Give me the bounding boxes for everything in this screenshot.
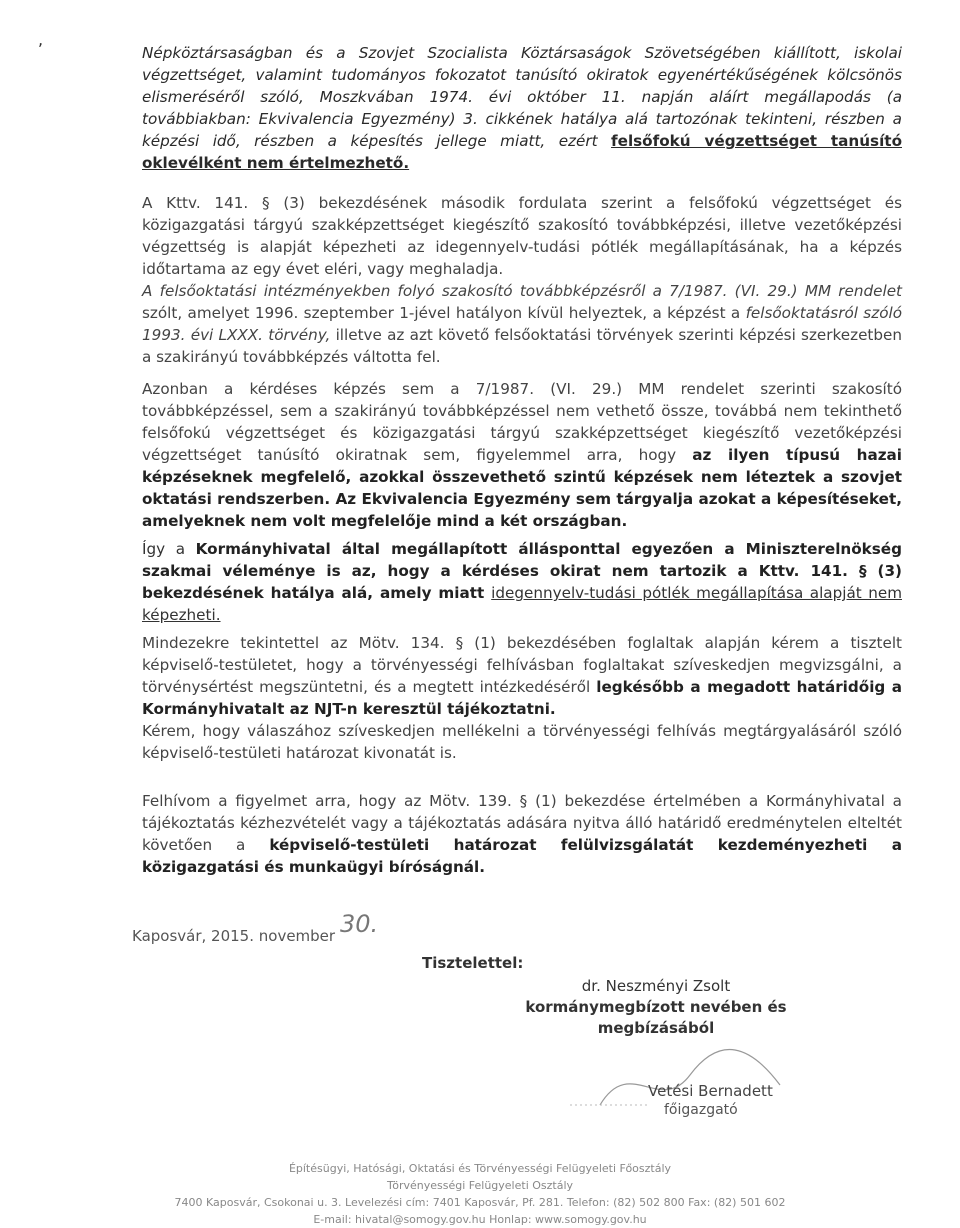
footer-line-2: Törvényességi Felügyeleti Osztály xyxy=(386,1179,574,1192)
signer-name: dr. Neszményi Zsolt xyxy=(581,977,731,995)
paragraph-kttv xyxy=(142,192,902,368)
footer-line-1: Építésügyi, Hatósági, Oktatási és Törvényességi Felügyeleti Főosztály xyxy=(288,1162,672,1175)
p3-bold: az ilyen típusú hazai képzéseknek megfelelő, azokkal összevethető szintű képzések nem léteztek a szovjet oktatási rendszerben. Az Ekvivalencia Egyezmény sem tárgyalja azokat a képesítéseket, amelyeknek nem volt megfelelője mind a két országban. xyxy=(142,446,903,530)
footer-line-3: 7400 Kaposvár, Csokonai u. 3. Levelezési cím: 7401 Kaposvár, Pf. 281. Telefon: (82) 502 800 Fax: (82) 501 602 xyxy=(174,1196,786,1209)
p4-underlined: idegennyelv-tudási pótlék megállapítása alapját nem képezheti. xyxy=(142,584,902,624)
p2-italic-1: A felsőoktatási intézményekben folyó szakosító továbbképzésről a 7/1987. (VI. 29.) MM rendelet xyxy=(142,282,902,300)
signer-role: kormánymegbízott nevében és megbízásából xyxy=(525,998,787,1037)
p1-text: Népköztársaságban és a Szovjet Szocialista Köztársaságok Szövetségében kiállított, iskolai végzettséget, valamint tudományos fokozatot tanúsító okiratok egyenértékűségének kölcsönös elismeréséről szóló, Moszkvában 1974. évi október 11. napján aláírt megállapodás (a továbbiakban: Ekvivalencia Egyezmény) 3. cikkének hatálya alá tartozónak tekinteni, részben a képzési idő, részben a képesítés jellege miatt, ezért xyxy=(142,44,902,150)
p1-underlined: felsőfokú végzettséget tanúsító oklevélként nem értelmezhető. xyxy=(142,132,902,172)
paragraph-comparison xyxy=(142,378,902,532)
p4-bold: Kormányhivatal által megállapított állásponttal egyezően a Miniszterelnökség szakmai véleménye is az, hogy a kérdéses okirat nem tartozik a Kttv. 141. § (3) bekezdésének hatálya alá, amely miatt xyxy=(142,540,902,602)
p4-text: Így a xyxy=(142,540,196,558)
p5-bold: legkésőbb a megadott határidőig a Kormányhivatalt az NJT-n keresztül tájékoztatni. xyxy=(142,678,902,718)
p6-bold: képviselő-testületi határozat felülvizsgálatát kezdeményezheti a közigazgatási és munkaügyi bíróságnál. xyxy=(142,836,902,876)
corner-mark: , xyxy=(38,30,44,49)
p2-text-b1: szólt, amelyet 1996. szeptember 1-jével hatályon kívül helyeztek, a képzést a xyxy=(142,304,746,322)
p2-text-b2: illetve az azt követő felsőoktatási törvények szerinti képzési szerkezetben a szakirányú továbbképzés váltotta fel. xyxy=(142,326,902,366)
delegate-name: Vetési Bernadett xyxy=(648,1082,773,1100)
date-line: Kaposvár, 2015. november xyxy=(132,927,336,945)
footer-line-4: E-mail: hivatal@somogy.gov.hu Honlap: www.somogy.gov.hu xyxy=(313,1213,647,1226)
greeting: Tisztelettel: xyxy=(422,954,524,972)
footer xyxy=(0,1160,960,1228)
p2-text-a: A Kttv. 141. § (3) bekezdésének második fordulata szerint a felsőfokú végzettséget és közigazgatási tárgyú szakképzettséget kiegészítő szakosító továbbképzési, illetve vezetőképzési végzettség is alapját képezheti az idegennyelv-tudási pótlék megállapításának, ha a képzés időtartama az egy évet eléri, vagy meghaladja. xyxy=(142,194,902,278)
p5-text: Mindezekre tekintettel az Mötv. 134. § (1) bekezdésében foglaltak alapján kérem a tisztelt képviselő-testületet, hogy a törvényességi felhívásban foglaltakat szíveskedjen megvizsgálni, a törvénysértést megszüntetni, és a megtett intézkedéséről xyxy=(142,634,902,696)
paragraph-agreement xyxy=(142,42,902,174)
paragraph-ministry-opinion xyxy=(142,538,902,626)
delegate-title: főigazgató xyxy=(664,1102,738,1118)
p2-italic-2: felsőoktatásról szóló 1993. évi LXXX. törvény, xyxy=(142,304,902,344)
paragraph-notice xyxy=(142,790,902,878)
paragraph-request xyxy=(142,632,902,764)
p5-text-2: Kérem, hogy válaszához szíveskedjen mellékelni a törvényességi felhívás megtárgyalásáról szóló képviselő-testületi határozat kivonatát is. xyxy=(142,722,902,762)
p3-text: Azonban a kérdéses képzés sem a 7/1987. (VI. 29.) MM rendelet szerinti szakosító továbbképzéssel, sem a szakirányú továbbképzéssel nem vethető össze, továbbá nem tekinthető felsőfokú végzettséget és közigazgatási tárgyú szakképzettséget kiegészítő vezetőképzési végzettséget tanúsító okiratnak sem, figyelemmel arra, hogy xyxy=(142,380,902,464)
handwritten-day: 30. xyxy=(340,910,379,938)
p6-text: Felhívom a figyelmet arra, hogy az Mötv. 139. § (1) bekezdése értelmében a Kormányhivatal a tájékoztatás kézhezvételét vagy a tájékoztatás adására nyitva álló határidő eredménytelen elteltét követően a xyxy=(142,792,902,854)
